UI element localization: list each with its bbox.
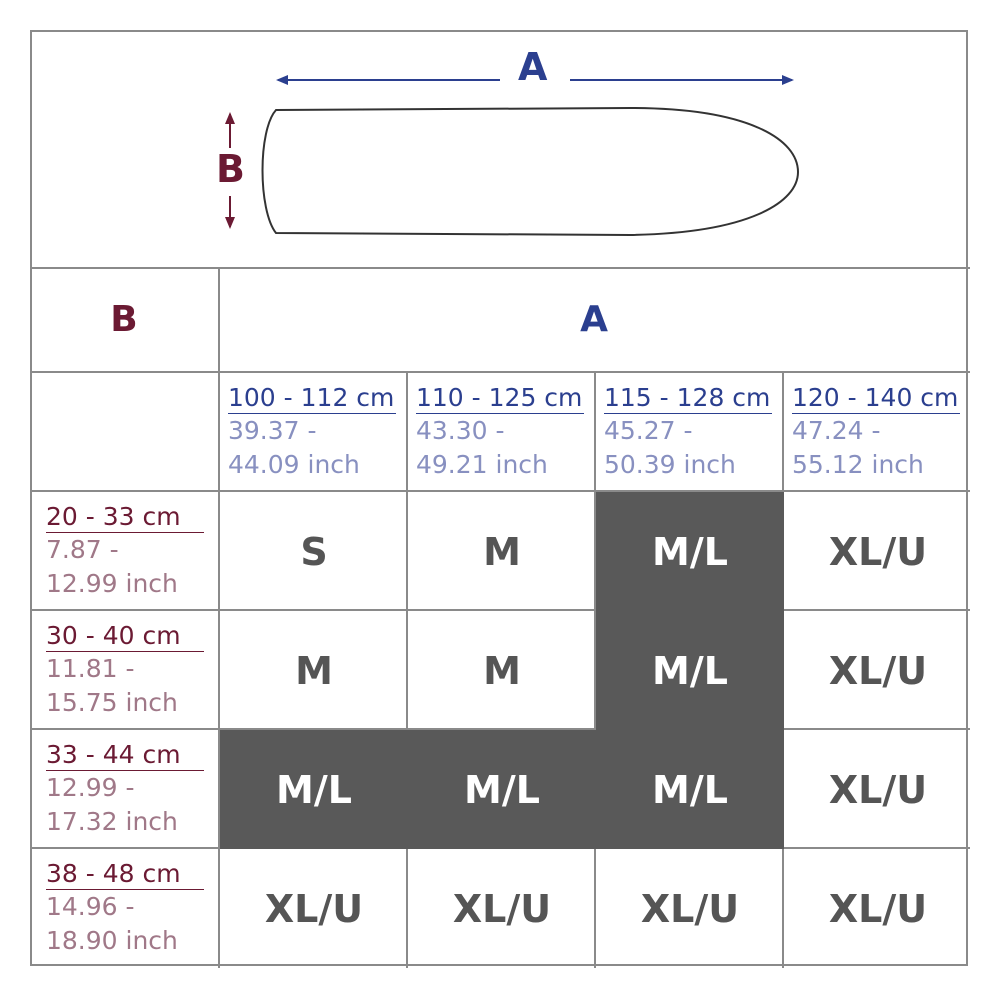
size-cell: XL/U [828, 529, 928, 574]
column-header [408, 371, 596, 490]
row-cm: 33 - 44 cm [46, 740, 204, 771]
row-header [30, 611, 218, 730]
column-inch-start: 39.37 - [228, 416, 317, 445]
row-cm: 20 - 33 cm [46, 502, 204, 533]
column-header [220, 371, 408, 490]
column-inch-end: 49.21 inch [416, 450, 548, 479]
row-header [30, 849, 218, 968]
header-a: A [580, 298, 608, 340]
column-inch-end: 50.39 inch [604, 450, 736, 479]
size-cell: XL/U [828, 648, 928, 693]
row-cm: 30 - 40 cm [46, 621, 204, 652]
row-inch-end: 12.99 inch [46, 569, 178, 598]
size-cell: M [295, 648, 333, 693]
row-inch-end: 15.75 inch [46, 688, 178, 717]
size-cell: XL/U [828, 886, 928, 931]
row-inch-end: 18.90 inch [46, 926, 178, 955]
row-inch-start: 12.99 - [46, 773, 135, 802]
row-inch-start: 14.96 - [46, 892, 135, 921]
size-table [30, 267, 970, 968]
dimension-b-label: B [216, 147, 245, 191]
column-header [596, 371, 784, 490]
dimension-a-label: A [518, 45, 548, 89]
column-cm: 110 - 125 cm [416, 383, 583, 412]
column-inch-start: 45.27 - [604, 416, 693, 445]
row-header [30, 492, 218, 611]
column-header [784, 371, 972, 490]
size-cell-highlighted: M/L [596, 492, 784, 611]
row-inch-end: 17.32 inch [46, 807, 178, 836]
row-inch-start: 11.81 - [46, 654, 135, 683]
column-inch-end: 44.09 inch [228, 450, 360, 479]
row-header [30, 730, 218, 849]
header-b: B [110, 298, 138, 340]
column-cm: 100 - 112 cm [228, 383, 395, 412]
column-cm: 120 - 140 cm [792, 383, 959, 412]
size-cell: S [300, 529, 328, 574]
size-cell-highlighted: M/L [596, 730, 784, 849]
size-cell: M [483, 529, 521, 574]
column-inch-start: 47.24 - [792, 416, 881, 445]
size-cell-highlighted: M/L [596, 611, 784, 730]
size-cell-highlighted: M/L [408, 730, 596, 849]
size-cell: XL/U [264, 886, 364, 931]
column-inch-end: 55.12 inch [792, 450, 924, 479]
board-shape [263, 108, 799, 235]
board-outline-graphic [30, 30, 970, 268]
column-cm: 115 - 128 cm [604, 383, 771, 412]
ironing-board-diagram [30, 30, 970, 268]
column-inch-start: 43.30 - [416, 416, 505, 445]
size-cell: M [483, 648, 521, 693]
size-cell: XL/U [452, 886, 552, 931]
row-inch-start: 7.87 - [46, 535, 119, 564]
size-cell-highlighted: M/L [220, 730, 408, 849]
size-cell: XL/U [828, 767, 928, 812]
row-cm: 38 - 48 cm [46, 859, 204, 890]
size-cell: XL/U [640, 886, 740, 931]
